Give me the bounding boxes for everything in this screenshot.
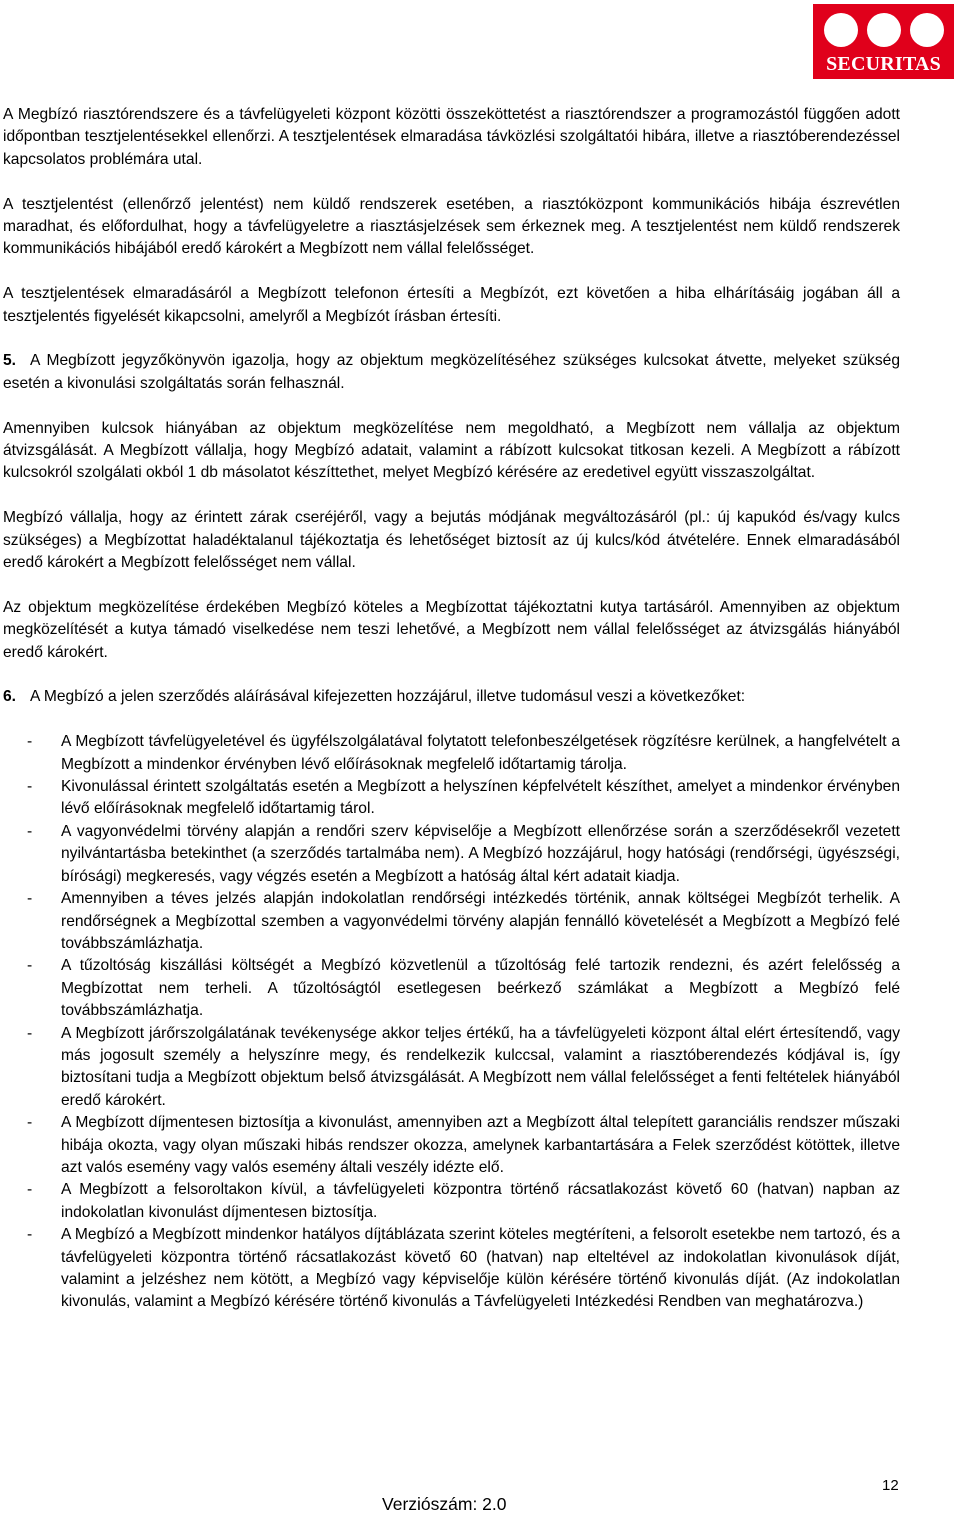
list-item: - A vagyonvédelmi törvény alapján a rendőri szerv képviselője a Megbízott ellenőrzése során a szerződésekről vezetett nyilvántartásba betekinthet (a szerződés tartalmába nem). A Megbízó hozzájárul, hogy hatósági (rendőrségi, ügyészségi, bírósági) megkeresés, vagy végzés esetén a Megbízott a hatóság által kért adatait kiadja.	[27, 822, 900, 885]
paragraph-consent: A Megbízó a jelen szerződés aláírásával kifejezetten hozzájárul, illetve tudomásul veszi a következőket:	[30, 688, 746, 706]
paragraph-no-keys: Amennyiben kulcsok hiányában az objektum megközelítése nem megoldható, a Megbízott nem vállalja az objektum átvizsgálását. A Megbízott vállalja, hogy Megbízó adatait, valamint a rábízott kulcsokat titkosan kezeli. A Megbízott a rábízott kulcsokról szolgálati okból 1 db másolatot készíttethet, melyet Megbízó kérésére az eredetivel együtt visszaszolgáltat.	[3, 419, 900, 482]
dash-bullet-icon: -	[27, 733, 33, 751]
paragraph-test-missing: A tesztjelentések elmaradásáról a Megbízott telefonon értesíti a Megbízót, ezt követően a hiba elhárításáig jogában áll a tesztjelentés figyelését kikapcsolni, amelyről a Megbízót írásban értesíti.	[3, 285, 900, 325]
paragraph-keys: A Megbízott jegyzőkönyvön igazolja, hogy az objektum megközelítéséhez szükséges kulcsokat átvette, melyeket szükség esetén a kivonulási szolgáltatás során felhasznál.	[3, 352, 900, 392]
dash-bullet-icon: -	[27, 957, 33, 975]
logo-dot-icon	[824, 13, 858, 47]
paragraph-no-test-systems: A tesztjelentést (ellenőrző jelentést) nem küldő rendszerek esetében, a riasztóközpont kommunikációs hibája észrevétlen maradhat, és előfordulhat, hogy a távfelügyeletre a riasztásjelzések sem érkeznek meg. A tesztjelentést nem küldő rendszerek kommunikációs hibájából eredő károkért a Megbízott nem vállal felelősséget.	[3, 195, 900, 258]
page-number: 12	[882, 1477, 899, 1494]
list-item: - A Megbízó a Megbízott mindenkor hatályos díjtáblázata szerint köteles megtéríteni, a felsorolt esetekbe nem tartozó, és a távfelügyeleti központra történő rácsatlakozást követő 60 (hatvan) nap elteltével az indokolatlan kivonulások díját, valamint a jelzéshez nem kötött, a Megbízó vagy képviselője külön kérésére történő kivonulás díját. (Az indokolatlan kivonulás, valamint a Megbízó kérésére történő kivonulás a Távfelügyeleti Intézkedési Rendben van meghatározva.)	[27, 1226, 900, 1311]
logo-wordmark: SECURITAS	[826, 53, 941, 75]
list-item: - A Megbízott díjmentesen biztosítja a kivonulást, amennyiben azt a Megbízott által telepített garanciális rendszer műszaki hibája okozta, vagy olyan műszaki hibás rendszer okozza, amelynek karbantartására a Felek szerződést kötöttek, illetve azt valós esemény vagy valós esemény általi veszély idézte elő.	[27, 1114, 900, 1176]
paragraph-section-5	[3, 350, 900, 395]
paragraph-section-6	[3, 686, 900, 708]
section-number-5: 5.	[3, 352, 17, 370]
dash-bullet-icon: -	[27, 778, 33, 796]
logo-dot-icon	[910, 13, 944, 47]
dash-bullet-icon: -	[27, 1114, 33, 1132]
dash-bullet-icon: -	[27, 890, 33, 908]
list-item: - A tűzoltóság kiszállási költségét a Megbízó közvetlenül a tűzoltóság felé tartozik rendezni, és azért felelősség a Megbízottat nem terheli. A tűzoltóságtól esetlegesen beérkező számlákat a Megbízott a Megbízó felé továbbszámlázhatja.	[27, 957, 900, 1020]
list-item: - Amennyiben a téves jelzés alapján indokolatlan rendőrségi intézkedés történik, annak költségei Megbízót terhelik. A rendőrségnek a Megbízottal szemben a vagyonvédelmi törvény alapján fennálló követelését a Megbízott a Megbízó felé továbbszámlázhatja.	[27, 890, 900, 952]
paragraph-lock-change: Megbízó vállalja, hogy az érintett zárak cseréjéről, vagy a bejutás módjának megváltozásáról (pl.: új kapukód és/vagy kulcs szükséges) a Megbízottat haladéktalanul tájékoztatja és lehetőséget biztosít az új kulcs/kód átvételére. Ennek elmaradásából eredő károkért a Megbízott felelősséget nem vállal.	[3, 509, 900, 572]
section-number-6: 6.	[3, 688, 17, 706]
list-item: - A Megbízott a felsoroltakon kívül, a távfelügyeleti központra történő rácsatlakozást követő 60 (hatvan) napban az indokolatlan kivonulást díjmentesen biztosítja.	[27, 1181, 900, 1221]
paragraph-test-reports: A Megbízó riasztórendszere és a távfelügyeleti központ közötti összeköttetést a riasztórendszer a programozástól függően adott időpontban tesztjelentésekkel ellenőrzi. A tesztjelentések elmaradása távközlési szolgáltatói hibára, illetve a riasztóberendezéssel kapcsolatos problémára utal.	[3, 106, 900, 168]
document-body	[3, 104, 900, 1314]
version-label: Verziószám: 2.0	[382, 1494, 507, 1514]
paragraph-dog: Az objektum megközelítése érdekében Megbízó köteles a Megbízottat tájékoztatni kutya tartásáról. Amennyiben az objektum megközelítését a kutya támadó viselkedése nem teszi lehetővé, a Megbízott nem vállal felelősséget az átvizsgálás hiányából eredő károkért.	[3, 598, 900, 661]
dash-bullet-icon: -	[27, 1226, 33, 1244]
securitas-logo	[813, 4, 954, 79]
dash-bullet-icon: -	[27, 1024, 33, 1042]
list-item: - A Megbízott járőrszolgálatának tevékenysége akkor teljes értékű, ha a távfelügyeleti központ által elért értesítendő, vagy más jogosult személy a helyszínre megy, és rendelkezik kulccsal, valamint a riasztóberendezés kódjával is, így biztosítani tudja a Megbízott objektum belső átvizsgálását. A Megbízott nem vállal felelősséget a fenti feltételek hiányából eredő károkért.	[27, 1024, 900, 1109]
list-item: - A Megbízott távfelügyeletével és ügyfélszolgálatával folytatott telefonbeszélgetések rögzítésre kerülnek, a hangfelvételt a Megbízott a mindenkor érvényben lévő előírásoknak megfelelő időtartamig tárolja.	[27, 733, 900, 773]
logo-dot-icon	[867, 13, 901, 47]
dash-bullet-icon: -	[27, 822, 33, 840]
consent-list	[3, 731, 900, 1314]
list-item: - Kivonulással érintett szolgáltatás esetén a Megbízott a helyszínen képfelvételt készíthet, amelyet a mindenkor érvényben lévő előírásoknak megfelelő időtartamig tárol.	[27, 778, 900, 818]
dash-bullet-icon: -	[27, 1181, 33, 1199]
